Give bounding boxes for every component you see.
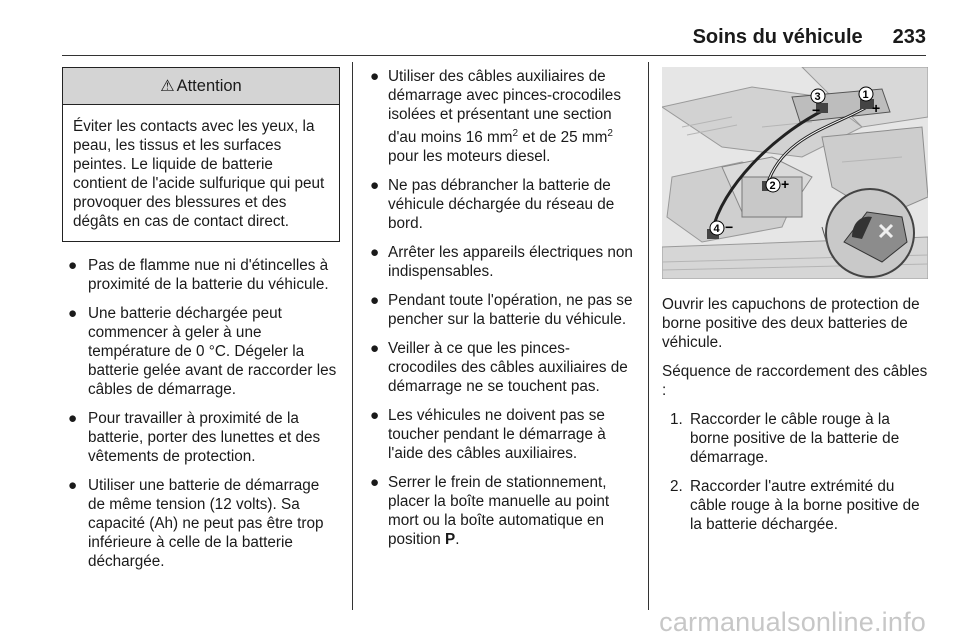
warning-triangle-icon: ⚠	[160, 78, 175, 95]
list-item: ● Arrêter les appareils électriques non indispensables.	[370, 244, 633, 281]
bullet-icon: ●	[370, 407, 380, 425]
bullet-icon: ●	[370, 177, 380, 195]
label-2: 2	[769, 180, 776, 192]
list-item: ● Serrer le frein de stationnement, placer la boîte manuelle au point mort ou la boîte automatique en position P.	[370, 474, 610, 549]
list-item: ● Utiliser des câbles auxiliaires de démarrage avec pinces-crocodiles isolées et présentant une section d'au moins 16 $mm^2$ et de 25 $mm^2$ pour les moteurs diesel.	[370, 68, 621, 166]
bullet-icon: ●	[370, 340, 380, 358]
label-3: 3	[814, 91, 821, 103]
list-item: ● Une batterie déchargée peut commencer à geler à une température de 0 °C. Dégeler la batterie gelée avant de raccorder les câbles de démarrage.	[68, 305, 337, 398]
list-item: ● Utiliser une batterie de démarrage de même tension (12 volts). Sa capacité (Ah) ne peut pas être trop inférieure à celle de la batterie déchargée.	[68, 477, 324, 570]
page-number: 233	[892, 26, 926, 48]
bullet-icon: ●	[370, 474, 380, 492]
list-item: ● Veiller à ce que les pinces-crocodiles des câbles auxiliaires de démarrage ne se touchent pas.	[370, 340, 628, 396]
list-item: 1. Raccorder le câble rouge à la borne positive de la batterie de démarrage.	[670, 411, 900, 466]
bullet-icon: ●	[370, 68, 380, 85]
watermark-text: carmanualsonline.info	[659, 607, 926, 637]
bullet-icon: ●	[68, 305, 78, 322]
bullet-icon: ●	[68, 477, 78, 494]
header-rule	[62, 55, 926, 56]
column-divider-2	[648, 62, 649, 610]
list-item: ● Pour travailler à proximité de la batterie, porter des lunettes et des vêtements de protection.	[68, 410, 321, 465]
warning-box	[62, 67, 340, 242]
bullet-list-left	[62, 256, 340, 571]
list-item: ● Ne pas débrancher la batterie de véhicule déchargée du réseau de bord.	[370, 177, 615, 233]
column-right	[662, 67, 928, 544]
bullet-list-middle	[366, 67, 636, 549]
list-item: ● Pendant toute l'opération, ne pas se pencher sur la batterie du véhicule.	[370, 292, 633, 329]
jump-start-diagram	[662, 67, 928, 279]
bullet-icon: ●	[68, 410, 78, 427]
minus-sign: −	[812, 102, 821, 118]
list-item: ● Pas de flamme nue ni d'étincelles à proximité de la batterie du véhicule.	[68, 257, 329, 293]
steps-list	[662, 410, 928, 534]
bullet-icon: ●	[68, 257, 78, 274]
plus-sign: +	[781, 176, 790, 192]
list-item: ● Les véhicules ne doivent pas se toucher pendant le démarrage à l'aide des câbles auxiliaires.	[370, 407, 606, 463]
warning-body: Éviter les contacts avec les yeux, la peau, les tissus et les surfaces peintes. Le liquide de batterie contient de l'acide sulfurique qui peut provoquer des blessures et des dégâts en cas de contact direct.	[73, 118, 325, 230]
engine-bay-illustration	[662, 67, 928, 279]
figure-caption	[662, 295, 928, 534]
label-1: 1	[862, 89, 869, 101]
caption-text: Ouvrir les capuchons de protection de borne positive des deux batteries de véhicule.	[662, 296, 920, 351]
bullet-icon: ●	[370, 244, 380, 262]
page-title: Soins du véhicule	[692, 26, 863, 48]
plus-sign: +	[872, 100, 881, 116]
column-middle	[366, 67, 636, 559]
column-divider-1	[352, 62, 353, 610]
list-item: 2. Raccorder l'autre extrémité du câble rouge à la borne positive de la batterie déchargée.	[670, 478, 920, 533]
column-left	[62, 67, 340, 581]
warning-header	[63, 68, 339, 105]
minus-sign: −	[725, 219, 734, 235]
warning-title: Attention	[176, 77, 242, 95]
page-header	[693, 26, 926, 49]
sequence-title: Séquence de raccordement des câbles :	[662, 363, 928, 399]
label-4: 4	[713, 223, 720, 235]
bullet-icon: ●	[370, 292, 380, 310]
